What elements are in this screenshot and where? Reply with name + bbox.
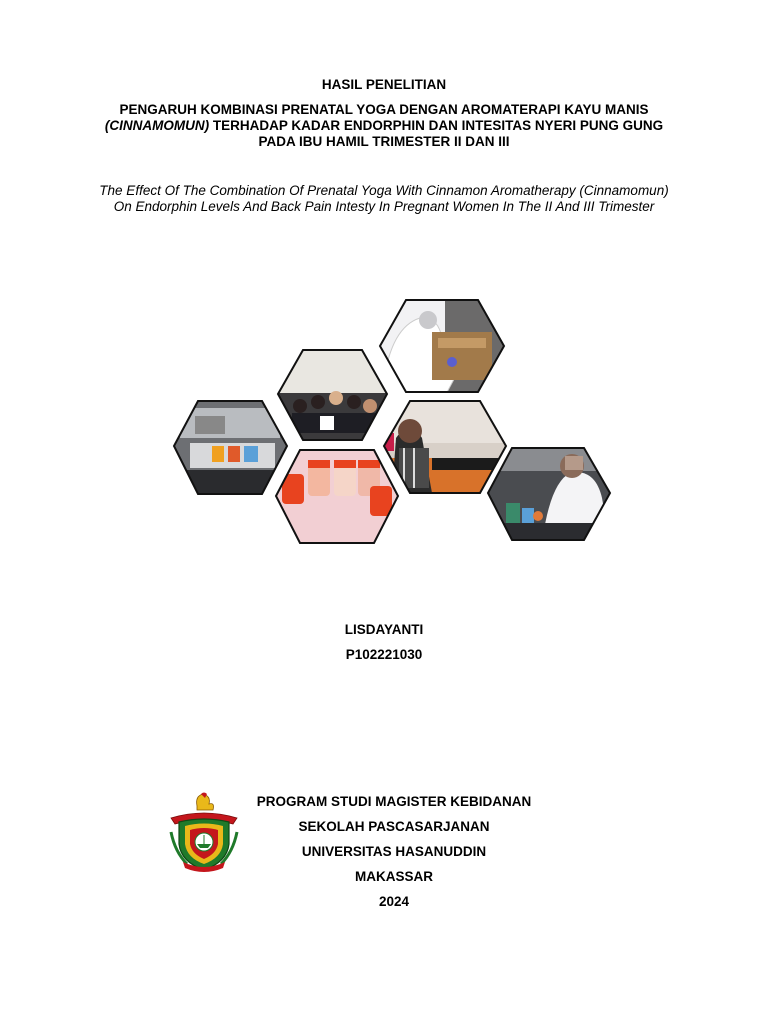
lab-equipment-icon: [170, 398, 290, 498]
subtitle-line-2: On Endorphin Levels And Back Pain Intesty In Pregnant Women In The II And III Trimester: [113, 199, 655, 214]
student-id: P102221030: [345, 647, 423, 662]
title-latin-name: (CINNAMOMUN): [104, 118, 210, 133]
author-block: [0, 617, 768, 667]
program-name: PROGRAM STUDI MAGISTER KEBIDANAN: [256, 794, 532, 809]
title-line-1: PENGARUH KOMBINASI PRENATAL YOGA DENGAN AROMATERAPI KAYU MANIS: [119, 102, 649, 117]
sample-tubes-icon: [270, 448, 405, 546]
photo-collage: [170, 298, 615, 546]
pregnant-woman-resting-icon: [380, 398, 510, 498]
title-line-3: PADA IBU HAMIL TRIMESTER II DAN III: [258, 134, 510, 149]
document-heading: HASIL PENELITIAN: [321, 77, 447, 92]
researcher-with-box-icon: [375, 298, 510, 396]
english-title: [0, 183, 768, 215]
year: 2024: [378, 894, 410, 909]
author-name: LISDAYANTI: [344, 622, 424, 637]
university-emblem-icon: [167, 792, 241, 872]
title-line-2-rest: TERHADAP KADAR ENDORPHIN DAN INTESITAS NYERI PUNG GUNG: [209, 118, 664, 133]
subtitle-line-1: The Effect Of The Combination Of Prenatal Yoga With Cinnamon Aromatherapy (Cinnamomun): [99, 183, 669, 198]
institution-block: [234, 789, 554, 914]
school-name: SEKOLAH PASCASARJANAN: [298, 819, 490, 834]
thesis-title: [0, 102, 768, 150]
university-name: UNIVERSITAS HASANUDDIN: [301, 844, 487, 859]
title-line-2: [0, 118, 768, 134]
city-name: MAKASSAR: [354, 869, 433, 884]
researcher-pipetting-icon: [485, 446, 615, 546]
yoga-group-photo-icon: [270, 348, 390, 443]
